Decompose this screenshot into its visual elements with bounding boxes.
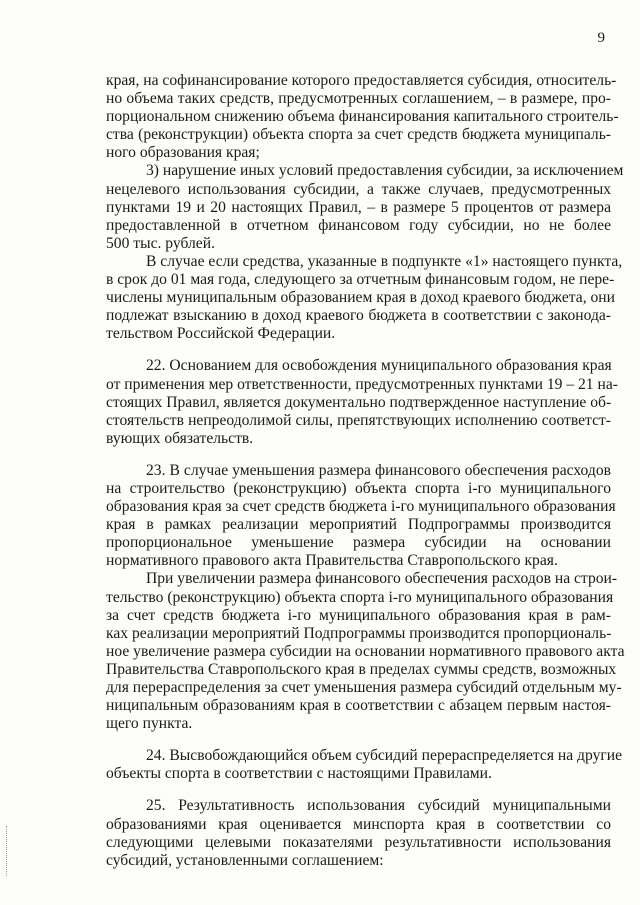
text-line: ства (реконструкции) объекта спорта за счет средств бюджета муниципаль-: [106, 126, 611, 144]
text-line: в срок до 01 мая года, следующего за отчетным финансовым годом, не пере-: [106, 271, 615, 289]
text-line: ное увеличение размера субсидии на основании нормативного правового акта: [106, 642, 625, 660]
text-line: тельством Российской Федерации.: [106, 325, 336, 343]
text-line: стоящих Правил, является документально подтвержденное наступление об-: [106, 393, 612, 411]
text-line: ниципальным образованиям края в соответствии с абзацем первым настоя-: [106, 697, 611, 715]
text-line: 500 тыс. рублей.: [106, 234, 215, 252]
text-line: В случае если средства, указанные в подпункте «1» настоящего пункта,: [146, 252, 623, 270]
text-line: пунктами 19 и 20 настоящих Правил, – в размере 5 процентов от размера: [106, 198, 611, 216]
text-line: предоставленной в отчетном финансовом году субсидии, но не более: [106, 216, 611, 234]
text-line: ках реализации мероприятий Подпрограммы производится пропорциональ-: [106, 624, 612, 642]
text-line: нормативного правового акта Правительства Ставропольского края.: [106, 552, 558, 570]
paragraph-gap: [106, 448, 611, 462]
paragraph-22: [106, 357, 618, 447]
text-line: подлежат взысканию в доход краевого бюджета в соответствии с законода-: [106, 307, 611, 325]
paragraph-23-increase: [106, 570, 625, 733]
paragraph-25: [106, 797, 611, 869]
paragraph-gap: [106, 733, 611, 747]
text-line: порциональном снижению объема финансирования капитального строитель-: [106, 108, 619, 126]
text-line: тельство (реконструкцию) объекта спорта i-го муниципального образования: [106, 588, 614, 606]
text-line: 3) нарушение иных условий предоставления субсидии, за исключением: [146, 162, 624, 180]
text-line: следующими целевыми показателями результативности использования: [106, 833, 611, 851]
text-line: пропорциональное уменьшение размера субсидии на основании: [106, 534, 611, 552]
text-line: Правительства Ставропольского края в пределах суммы средств, возможных: [106, 660, 617, 678]
text-line: ного образования края;: [106, 144, 260, 162]
text-line: субсидий, установленными соглашением:: [106, 851, 384, 869]
text-line: 25. Результативность использования субсидий муниципальными: [146, 797, 611, 815]
scan-edge-marks: [6, 826, 9, 876]
paragraph-24: [106, 747, 623, 783]
page-number: 9: [597, 30, 605, 46]
text-line: на строительство (реконструкцию) объекта спорта i-го муниципального: [106, 479, 611, 497]
document-body: [106, 72, 625, 870]
text-line: щего пункта.: [106, 715, 193, 733]
text-line: стоятельств непреодолимой силы, препятствующих исполнению соответст-: [106, 411, 611, 429]
text-line: от применения мер ответственности, предусмотренных пунктами 19 – 21 на-: [106, 375, 618, 393]
text-line: 22. Основанием для освобождения муниципального образования края: [146, 357, 612, 375]
paragraph-gap: [106, 343, 611, 357]
text-line: образования края за счет средств бюджета i-го муниципального образования: [106, 498, 616, 516]
text-line: нецелевого использования субсидии, а также случаев, предусмотренных: [106, 180, 611, 198]
text-line: вующих обязательств.: [106, 429, 254, 447]
paragraph-23: [106, 461, 616, 571]
text-line: 23. В случае уменьшения размера финансового обеспечения расходов: [146, 461, 611, 479]
text-line: края в рамках реализации мероприятий Подпрограммы производится: [106, 516, 611, 534]
paragraph-gap: [106, 783, 611, 797]
text-line: числены муниципальным образованием края в доход краевого бюджета, они: [106, 289, 615, 307]
text-line: При увеличении размера финансового обеспечения расходов на строи-: [146, 570, 618, 588]
paragraph-continuation: [106, 72, 619, 162]
paragraph-case: [106, 252, 623, 343]
text-line: за счет средств бюджета i-го муниципального образования края в рам-: [106, 606, 611, 624]
paragraph-item-3: [106, 162, 624, 252]
text-line: но объема таких средств, предусмотренных соглашением, – в размере, про-: [106, 90, 611, 108]
text-line: края, на софинансирование которого предоставляется субсидия, относитель-: [106, 72, 617, 89]
text-line: образованиями края оценивается минспорта края в соответствии со: [106, 815, 611, 833]
text-line: для перераспределения за счет уменьшения размера субсидий отдельным му-: [106, 679, 622, 696]
text-line: объекты спорта в соответствии с настоящими Правилами.: [106, 765, 492, 783]
text-line: 24. Высвобождающийся объем субсидий перераспределяется на другие: [146, 747, 623, 765]
